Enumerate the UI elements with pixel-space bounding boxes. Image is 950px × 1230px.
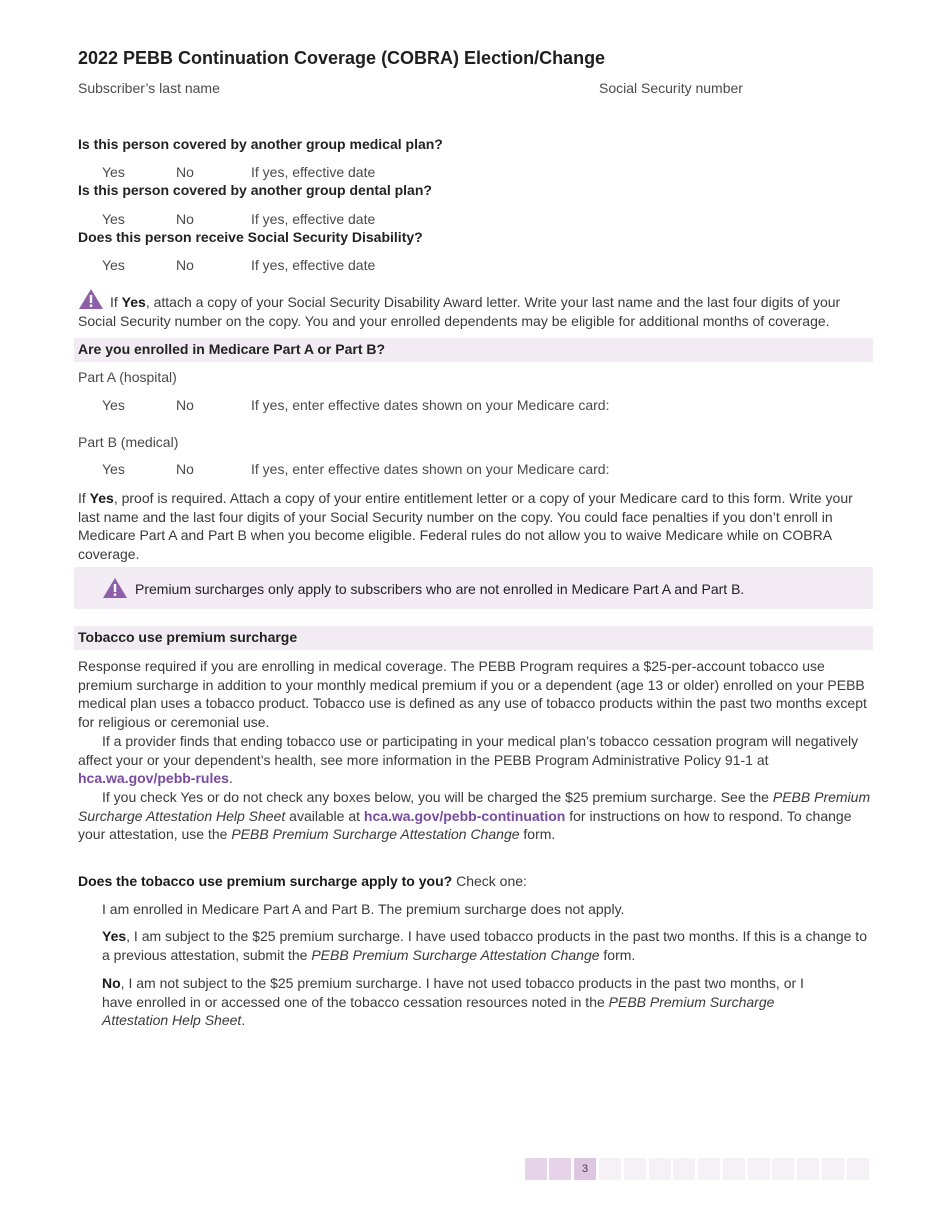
tobacco-paragraph-2: If a provider finds that ending tobacco use or participating in your medical plan’s tobacco cessation program will negatively affect your or your dependent’s health, see more information in the PEBB Program Administrative Policy 91-1 at hca.wa.gov/pebb-rules.	[78, 733, 859, 787]
medicare-proof-note: If Yes, proof is required. Attach a copy of your entire entitlement letter or a copy of your Medicare card to this form. Write your last name and the last four digits of your Social Security number on the copy. You could face penalties if you don’t enroll in Medicare Part A and Part B when you become eligible. Federal rules do not allow you to waive Medicare while on COBRA coverage.	[78, 490, 853, 562]
page-box	[549, 1158, 571, 1180]
question-other-medical: Is this person covered by another group medical plan?	[78, 136, 443, 152]
part-a-yes-option[interactable]: Yes	[102, 397, 125, 413]
form-title: 2022 PEBB Continuation Coverage (COBRA) Election/Change	[78, 48, 606, 68]
page-box	[748, 1158, 770, 1180]
page-box	[525, 1158, 547, 1180]
ssd-effective-date-label: If yes, effective date	[251, 257, 376, 273]
part-b-yes-option[interactable]: Yes	[102, 461, 125, 477]
ssd-no-option[interactable]: No	[176, 257, 194, 273]
dental-yes-option[interactable]: Yes	[102, 211, 125, 227]
question-ssd: Does this person receive Social Security Disability?	[78, 229, 423, 245]
part-b-dates-label: If yes, enter effective dates shown on your Medicare card:	[251, 461, 610, 477]
part-a-dates-label: If yes, enter effective dates shown on your Medicare card:	[251, 397, 610, 413]
tobacco-option-medicare[interactable]: I am enrolled in Medicare Part A and Part B. The premium surcharge does not apply.	[102, 901, 625, 917]
tobacco-option-no[interactable]: No, I am not subject to the $25 premium surcharge. I have not used tobacco products in the past two months, or I have enrolled in or accessed one of the tobacco cessation resources noted in the PEBB Premium Surcharge Attestation Help Sheet.	[102, 975, 804, 1029]
page-box	[847, 1158, 869, 1180]
warning-icon	[102, 577, 128, 602]
page-box	[797, 1158, 819, 1180]
tobacco-option-yes[interactable]: Yes, I am subject to the $25 premium surcharge. I have used tobacco products in the past two months. If this is a change to a previous attestation, submit the PEBB Premium Surcharge Attestation Change form.	[102, 928, 867, 963]
part-b-label: Part B (medical)	[78, 434, 179, 450]
page-box	[599, 1158, 621, 1180]
tobacco-heading-band	[74, 626, 873, 650]
medical-no-option[interactable]: No	[176, 164, 194, 180]
dental-no-option[interactable]: No	[176, 211, 194, 227]
medical-effective-date-label: If yes, effective date	[251, 164, 376, 180]
surcharge-warning-text: Premium surcharges only apply to subscribers who are not enrolled in Medicare Part A and Part B.	[135, 581, 745, 597]
surcharge-warning-band	[74, 567, 873, 609]
page-box	[822, 1158, 844, 1180]
medicare-heading: Are you enrolled in Medicare Part A or Part B?	[78, 341, 386, 357]
medicare-heading-band	[74, 338, 873, 362]
tobacco-heading: Tobacco use premium surcharge	[78, 629, 298, 645]
tobacco-paragraph-3: If you check Yes or do not check any boxes below, you will be charged the $25 premium surcharge. See the PEBB Premium Surcharge Attestation Help Sheet available at hca.wa.gov/pebb-continuation for instructions on how to respond. To change your attestation, use the PEBB Premium Surcharge Attestation Change form.	[78, 789, 871, 843]
page-box	[723, 1158, 745, 1180]
part-a-no-option[interactable]: No	[176, 397, 194, 413]
dental-effective-date-label: If yes, effective date	[251, 211, 376, 227]
part-b-no-option[interactable]: No	[176, 461, 194, 477]
page-box	[624, 1158, 646, 1180]
tobacco-paragraph-1: Response required if you are enrolling in medical coverage. The PEBB Program requires a $25-per-account tobacco use premium surcharge in addition to your monthly medical premium if you or a dependent (age 13 or older) enrolled on your PEBB medical plan uses a tobacco product. Tobacco use is defined as any use of tobacco products within the past two months except for religious or ceremonial use.	[78, 658, 867, 730]
pebb-rules-link[interactable]: hca.wa.gov/pebb-rules	[78, 770, 229, 787]
question-other-dental: Is this person covered by another group dental plan?	[78, 182, 432, 198]
medical-yes-option[interactable]: Yes	[102, 164, 125, 180]
part-a-label: Part A (hospital)	[78, 369, 177, 385]
current-page-number: 3	[574, 1158, 596, 1180]
tobacco-question: Does the tobacco use premium surcharge apply to you? Check one:	[78, 873, 527, 889]
subscriber-last-name-label: Subscriber’s last name	[78, 80, 220, 96]
ssd-note: If Yes, attach a copy of your Social Security Disability Award letter. Write your last name and the last four digits of your Social Security number on the copy. You and your enrolled dependents may be eligible for additional months of coverage.	[78, 294, 841, 329]
pebb-continuation-link[interactable]: hca.wa.gov/pebb-continuation	[363, 807, 566, 824]
page-box	[698, 1158, 720, 1180]
ssd-yes-option[interactable]: Yes	[102, 257, 125, 273]
page-box	[673, 1158, 695, 1180]
ssn-label: Social Security number	[599, 80, 743, 96]
page-box	[649, 1158, 671, 1180]
page-box	[772, 1158, 794, 1180]
